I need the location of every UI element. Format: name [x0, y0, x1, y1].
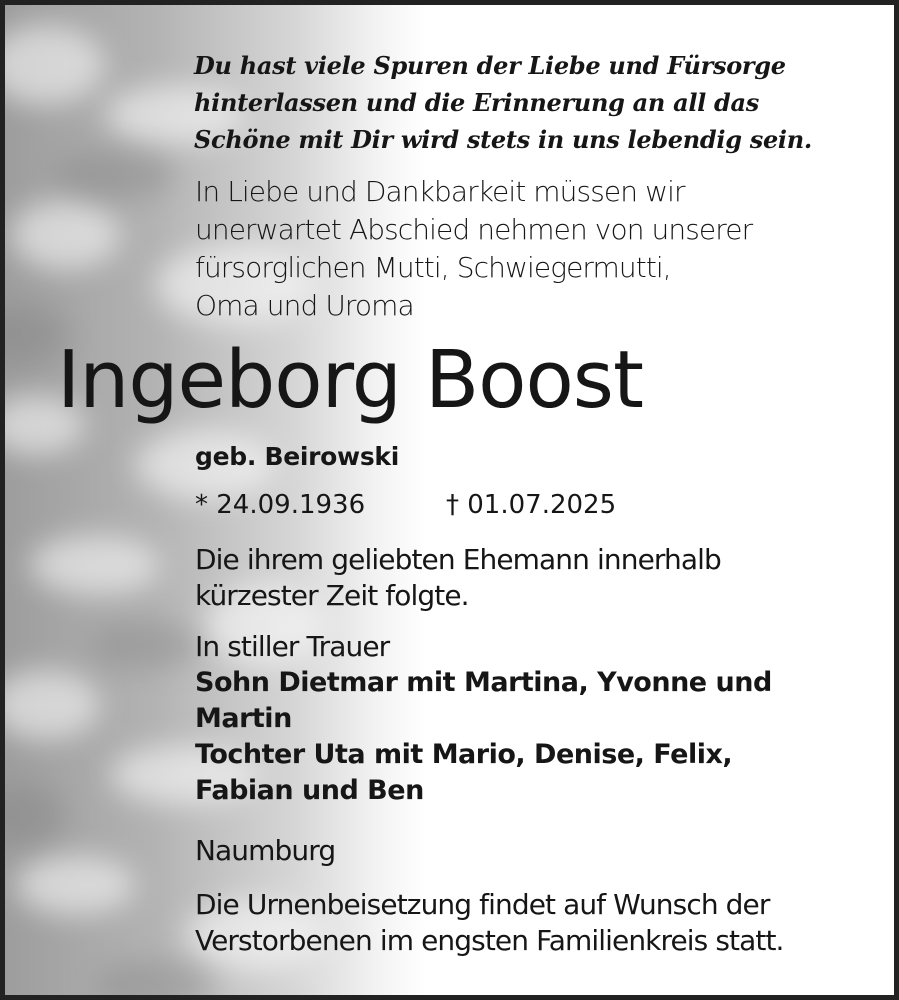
mourner-line: Martin [195, 703, 292, 734]
intro-line: fürsorglichen Mutti, Schwiegermutti, [195, 251, 671, 284]
deceased-name: Ingeborg Boost [57, 334, 643, 426]
birth-date: * 24.09.1936 [195, 490, 366, 520]
place-name: Naumburg [195, 834, 336, 867]
followed-husband-text [195, 542, 855, 614]
motto-line: hinterlassen und die Erinnerung an all das [194, 88, 759, 117]
intro-paragraph [195, 173, 885, 325]
burial-notice [195, 887, 885, 959]
followed-line: Die ihrem geliebten Ehemann innerhalb [195, 543, 721, 576]
burial-line: Verstorbenen im engsten Familienkreis statt. [195, 924, 784, 957]
mourners-list [195, 665, 835, 809]
birth-name: geb. Beirowski [195, 442, 400, 471]
motto-line: Schöne mit Dir wird stets in uns lebendig sein. [194, 125, 812, 154]
followed-line: kürzester Zeit folgte. [195, 579, 469, 612]
intro-line: unerwartet Abschied nehmen von unserer [195, 213, 753, 246]
mourning-label: In stiller Trauer [195, 630, 390, 663]
life-dates [195, 486, 695, 524]
motto-line: Du hast viele Spuren der Liebe und Fürsorge [194, 51, 786, 80]
notice-text [5, 5, 899, 1000]
burial-line: Die Urnenbeisetzung findet auf Wunsch der [195, 888, 770, 921]
memorial-motto [194, 47, 874, 158]
mourner-line: Tochter Uta mit Mario, Denise, Felix, [195, 739, 733, 770]
intro-line: In Liebe und Dankbarkeit müssen wir [195, 175, 685, 208]
death-date: † 01.07.2025 [446, 490, 617, 520]
intro-line: Oma und Uroma [195, 289, 414, 322]
mourner-line: Sohn Dietmar mit Martina, Yvonne und [195, 667, 772, 698]
mourner-line: Fabian und Ben [195, 775, 424, 806]
